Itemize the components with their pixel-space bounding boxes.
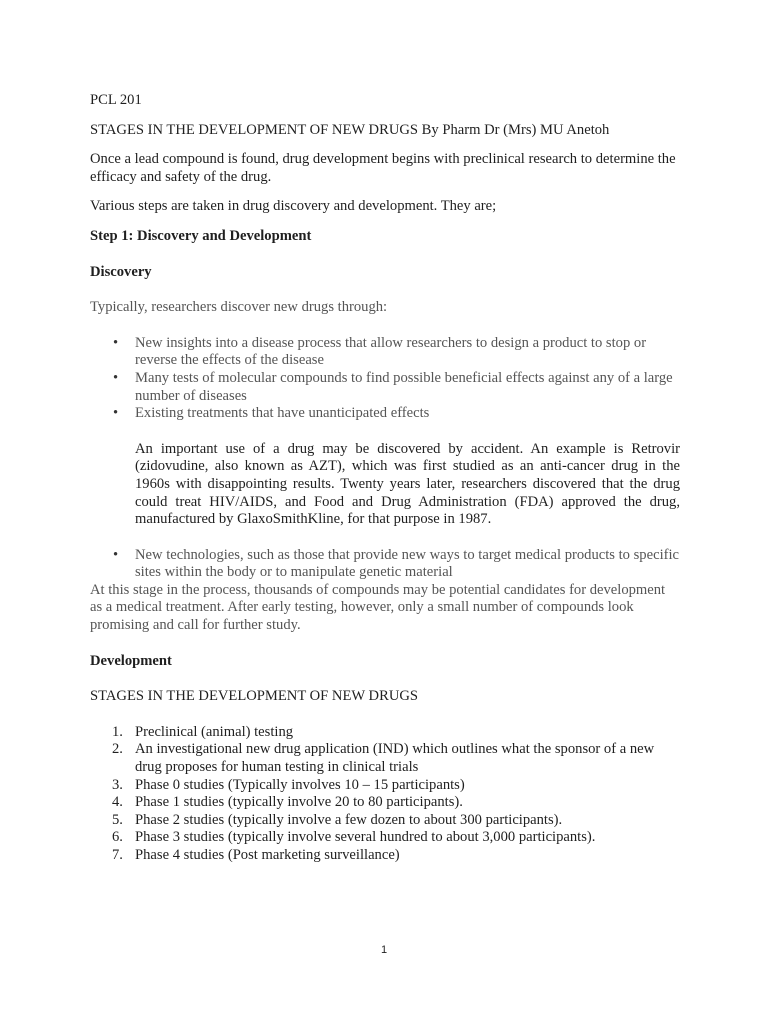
stages-title: STAGES IN THE DEVELOPMENT OF NEW DRUGS — [90, 688, 419, 705]
bullet-text: New insights into a disease process that allow researchers to design a product to stop or reverse the effects of the disease — [135, 334, 647, 369]
document-title: STAGES IN THE DEVELOPMENT OF NEW DRUGS By Pharm Dr (Mrs) MU Anetoh — [90, 121, 610, 138]
list-item — [90, 741, 680, 776]
development-heading: Development — [90, 652, 172, 669]
item-number: 2. — [112, 741, 123, 758]
list-item — [90, 847, 680, 865]
item-number: 3. — [112, 776, 123, 793]
course-code: PCL 201 — [90, 92, 142, 108]
item-number: 6. — [112, 829, 123, 846]
list-item — [90, 547, 680, 582]
steps-intro-paragraph: Various steps are taken in drug discovery and development. They are; — [90, 198, 497, 215]
intro-paragraph: Once a lead compound is found, drug development begins with preclinical research to determine the efficacy and safety of the drug. — [90, 151, 676, 185]
item-number: 1. — [112, 723, 123, 740]
list-item — [90, 794, 680, 812]
list-item — [90, 777, 680, 795]
bullet-icon: • — [113, 546, 119, 563]
item-text: Preclinical (animal) testing — [135, 723, 294, 740]
list-item — [90, 812, 680, 830]
list-item — [90, 724, 680, 742]
bullet-text: Existing treatments that have unanticipated effects — [135, 405, 430, 422]
bullet-icon: • — [113, 334, 119, 351]
item-text: An investigational new drug application (IND) which outlines what the sponsor of a new drug proposes for human testing in clinical trials — [135, 741, 655, 776]
page-number: 1 — [380, 944, 388, 956]
bullet-text: New technologies, such as those that provide new ways to target medical products to specific sites within the body or to manipulate genetic material — [135, 546, 680, 581]
stages-list — [90, 724, 680, 865]
document-body — [90, 92, 680, 865]
item-text: Phase 4 studies (Post marketing surveillance) — [135, 847, 400, 863]
item-text: Phase 3 studies (typically involve several hundred to about 3,000 participants). — [135, 829, 596, 846]
bullet-icon: • — [113, 405, 119, 422]
item-number: 7. — [112, 847, 123, 863]
item-text: Phase 2 studies (typically involve a few dozen to about 300 participants). — [135, 811, 563, 828]
step1-heading: Step 1: Discovery and Development — [90, 227, 312, 244]
list-item — [90, 405, 680, 423]
accident-note: An important use of a drug may be discovered by accident. An example is Retrovir (zidovudine, also known as AZT), which was first studied as an anti-cancer drug in the 1960s with disappointing results. Twenty years later, researchers discovered that the drug could treat HIV/AIDS, and Food and Drug Administration (FDA) approved the drug, manufactured by GlaxoSmithKline, for that purpose in 1987. — [135, 440, 680, 528]
bullet-icon: • — [113, 369, 119, 386]
item-text: Phase 1 studies (typically involve 20 to 80 participants). — [135, 794, 463, 811]
list-item — [90, 335, 680, 370]
discovery-heading: Discovery — [90, 263, 152, 280]
bullet-text: Many tests of molecular compounds to find possible beneficial effects against any of a large number of diseases — [135, 369, 673, 404]
item-number: 4. — [112, 794, 123, 811]
item-text: Phase 0 studies (Typically involves 10 – 15 participants) — [135, 776, 465, 793]
discovery-bullet-list — [90, 335, 680, 423]
list-item — [90, 370, 680, 405]
stage-paragraph: At this stage in the process, thousands of compounds may be potential candidates for development as a medical treatment. After early testing, however, only a small number of compounds look promising and call for further study. — [90, 581, 666, 634]
item-number: 5. — [112, 811, 123, 828]
list-item — [90, 829, 680, 847]
discovery-lead: Typically, researchers discover new drugs through: — [90, 299, 388, 316]
technology-bullet-list — [90, 547, 680, 582]
